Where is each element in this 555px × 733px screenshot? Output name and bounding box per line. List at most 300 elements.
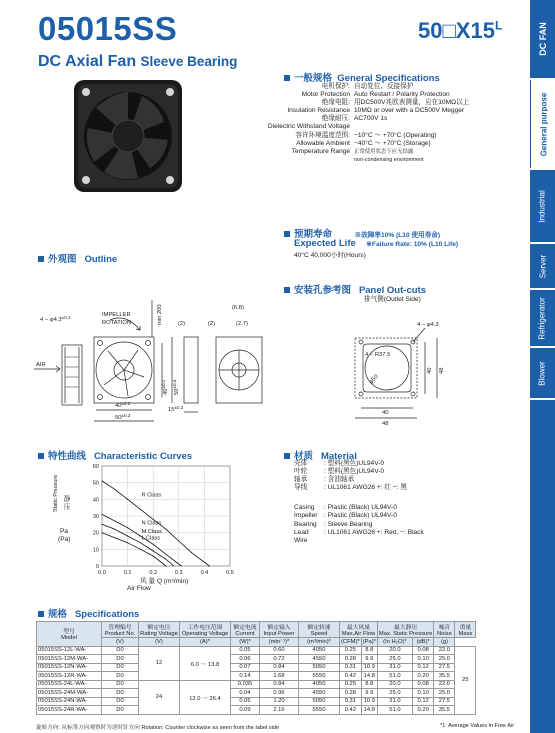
chart-point: [178, 541, 179, 542]
table-cell: 1.20: [260, 697, 299, 706]
table-cell: 0.28: [340, 689, 362, 698]
spec-row: [190, 156, 530, 164]
size-x: X15: [455, 18, 495, 43]
material-value: : UL1061 AWG26 +: 红 −: 黑: [324, 484, 407, 492]
specs-footnote-left: 旋转方向: 从标签方向观察时为逆时针方向 Rotation: Counter clockwise as seen from the label side: [36, 725, 280, 731]
material-value: : Plastic (Black) UL94V-0: [324, 504, 397, 512]
chart-point: [114, 529, 115, 530]
fan-photo: [72, 78, 184, 196]
spec-label: 容许环境温度范围:: [295, 131, 350, 139]
table-cell: 14.8: [361, 672, 377, 681]
spec-value: −40°C ～ +70°C (Storage): [354, 139, 431, 147]
table-cell: 0.20: [412, 672, 433, 681]
unit-cell: (V): [102, 638, 139, 647]
chart-point: [166, 529, 167, 530]
table-cell: 05015SS-24L-WA-: [37, 680, 102, 689]
outline-d40: $40^{\pm 0.2}$: [115, 401, 131, 409]
general-specs-heading-cn: 一般规格: [294, 73, 333, 84]
material-row: [294, 521, 524, 529]
outline-v50: $50^{\pm 0.3}$: [172, 379, 180, 395]
material-heading-en: Material: [320, 451, 357, 462]
table-cell: D0: [102, 680, 139, 689]
outline-d50: $50^{\pm 0.3}$: [115, 413, 131, 421]
panel-v40: 40: [427, 367, 433, 374]
panel-note: 排气侧(Outlet Side): [364, 296, 421, 303]
spec-label: Temperature Range: [291, 147, 350, 155]
unit-cell: (In H₂O)*: [377, 638, 412, 647]
chart-series-label: M Class: [141, 529, 162, 535]
chart-point: [140, 509, 141, 510]
table-cell: 9.9: [361, 689, 377, 698]
material-row: [294, 504, 524, 512]
table-cell: 0.25: [340, 646, 362, 655]
col-op-voltage: 工作电压范围 Operating Voltage: [180, 622, 231, 638]
table-cell: D0: [102, 706, 139, 715]
panel-dia: φ50: [368, 373, 380, 386]
section-bullet-icon: [284, 453, 290, 459]
table-cell: 20.0: [377, 680, 412, 689]
chart-point: [127, 542, 128, 543]
outline-d68: (6.8): [232, 305, 244, 311]
table-cell: 4050: [299, 680, 340, 689]
table-cell: 05015SS-24N-WA-: [37, 697, 102, 706]
chart-ytick-label: 20: [92, 530, 99, 537]
material-value: : Plastic (Black) UL94V-0: [324, 512, 397, 520]
table-cell: 0.20: [412, 706, 433, 715]
chart-point: [166, 566, 167, 567]
col-speed: 额定转速 Speed: [299, 622, 340, 638]
table-cell: 4550: [299, 689, 340, 698]
chart-xtick-label: 0.4: [200, 570, 209, 576]
table-row: [37, 672, 476, 681]
page-title: 05015SS: [38, 10, 178, 47]
material-row: [294, 492, 524, 504]
subtitle-main: DC Axial Fan: [38, 53, 137, 70]
table-cell: 05015SS-12M-WA-: [37, 655, 102, 664]
table-cell: 8.8: [361, 680, 377, 689]
material-label: Bearing: [294, 520, 317, 528]
table-cell: 0.84: [260, 680, 299, 689]
table-cell: 0.07: [231, 663, 260, 672]
table-cell: 25.0: [434, 689, 455, 698]
table-cell: 0.05: [231, 697, 260, 706]
table-cell: 0.60: [260, 646, 299, 655]
tab-dc-fan-label: DC FAN: [537, 22, 548, 56]
chart-yunit-cn: (Pa): [58, 536, 71, 543]
table-row: [37, 697, 476, 706]
panel-d40: 40: [382, 410, 389, 416]
col-max-flow: 最大风量 Max.Air Flow: [340, 622, 378, 638]
life-value: 40°C 40,000小时(Hours): [294, 252, 366, 259]
tab-general-purpose-label: General purpose: [539, 92, 549, 156]
specs-heading-en: Specifications: [74, 609, 140, 620]
col-noise: 噪音 Noise: [434, 622, 455, 638]
panel-hole: 4 − φ4.3: [417, 322, 439, 328]
characteristic-chart: [86, 460, 236, 578]
chart-ylabel-cn: 静压: [63, 496, 71, 512]
subtitle-small: Sleeve Bearing: [140, 54, 238, 69]
chart-ytick-label: 50: [92, 480, 99, 487]
chart-xlabel-cn: 风 量 Q (m³/min): [140, 578, 189, 585]
chart-point: [153, 556, 154, 557]
table-cell: 0.035: [231, 680, 260, 689]
chart-point: [127, 527, 128, 528]
chart-point: [140, 549, 141, 550]
chart-point: [181, 566, 182, 567]
general-specs-heading: [284, 70, 440, 84]
tab-industrial-label: Industrial: [538, 189, 547, 223]
life-heading-en: Expected Life: [294, 238, 356, 249]
chart-xtick-label: 0.0: [98, 570, 106, 576]
table-cell: 9.9: [361, 655, 377, 664]
specs-footnote-right: *1: Average Values in Free Air: [440, 723, 515, 729]
table-cell: 0.06: [231, 655, 260, 664]
spec-value: Auto Restart / Polarity Protection: [354, 91, 450, 99]
life-note-en: ※Failure Rate: 10% (L10 Life): [366, 241, 459, 248]
table-cell: 0.31: [340, 697, 362, 706]
specs-heading-cn: 规格: [48, 609, 68, 620]
table-cell: 4050: [299, 646, 340, 655]
material-value: : 塑料(黑色)UL94V-0: [324, 460, 385, 467]
tab-server-label: Server: [538, 254, 547, 278]
section-bullet-icon: [38, 453, 44, 459]
table-cell: 24: [139, 680, 180, 714]
table-cell: 0.28: [340, 655, 362, 664]
spec-value: non-condensing environment: [354, 156, 424, 163]
col-mass: 重量 Mass: [455, 622, 476, 638]
life-note-cn: ※故障率10% (L10 使用寿命): [354, 232, 441, 239]
spec-row: [190, 123, 530, 131]
panel-radius: 4 − R37.5: [365, 352, 391, 358]
unit-cell: (Pa)*: [362, 638, 376, 645]
spec-label: Insulation Resistance: [287, 107, 350, 115]
table-cell: 35.5: [434, 672, 455, 681]
material-label: 轴承: [294, 476, 308, 484]
table-row: [37, 646, 476, 655]
table-cell: 27.5: [434, 663, 455, 672]
col-rated-voltage: 额定电压 Rating Voltage: [139, 622, 180, 638]
outline-d15: $15^{\pm 0.2}$: [168, 405, 184, 413]
spec-label: 绝缘电阻:: [321, 99, 350, 107]
table-cell: 12.0 ～ 26.4: [180, 680, 231, 714]
unit-cell: (CFM)*: [341, 638, 360, 645]
material-heading-cn: 材质: [294, 451, 314, 462]
chart-point: [114, 521, 115, 522]
general-specs-list: [190, 83, 530, 164]
outline-drawing: [34, 295, 264, 430]
chart-point: [140, 542, 141, 543]
outline-heading-cn: 外观图: [48, 254, 77, 265]
spec-row: [190, 148, 530, 156]
table-cell: 05015SS-12L-WA-: [37, 646, 102, 655]
chart-xtick-label: 0.1: [123, 570, 132, 576]
col-model: 型号 Model: [37, 622, 102, 647]
chart-ytick-label: 40: [92, 497, 99, 504]
tab-blower[interactable]: [530, 348, 555, 398]
specs-table-wrap: [36, 621, 476, 715]
chart-point: [191, 552, 192, 553]
col-product-no: 管理编号 Product No.: [102, 622, 139, 638]
outline-rotation: ROTATION: [102, 320, 132, 326]
chart-point: [127, 536, 128, 537]
table-cell: 0.10: [412, 655, 433, 664]
table-cell: 0.25: [340, 680, 362, 689]
chart-point: [102, 532, 103, 533]
table-cell: 0.05: [231, 646, 260, 655]
material-row: [294, 468, 524, 476]
spec-value: 自动复位、反接保护: [354, 83, 414, 90]
material-row: [294, 460, 524, 468]
outline-hole: $4 - \varphi 4.3^{\pm 0.2}$: [40, 315, 71, 323]
section-bullet-icon: [284, 287, 290, 293]
spec-row: [190, 99, 530, 107]
table-cell: D0: [102, 689, 139, 698]
table-cell: 5050: [299, 697, 340, 706]
spec-row: [190, 132, 530, 140]
size-box: □: [442, 18, 456, 43]
material-list: [294, 460, 524, 545]
table-cell: 05015SS-24R-WA-: [37, 706, 102, 715]
table-cell: 05015SS-12R-WA-: [37, 672, 102, 681]
chart-series-label: L Class: [141, 535, 161, 542]
material-row: [294, 512, 524, 520]
table-cell: 0.08: [412, 680, 433, 689]
table-cell: D0: [102, 663, 139, 672]
table-cell: 05015SS-12N-WA-: [37, 663, 102, 672]
material-value: : Sleeve Bearing: [324, 520, 373, 528]
unit-cell: (V): [139, 638, 180, 647]
specs-heading: [38, 606, 139, 620]
general-specs-heading-en: General Specifications: [337, 73, 440, 84]
tab-industrial[interactable]: [530, 170, 555, 242]
unit-cell: (A)*: [180, 638, 231, 647]
panel-v48: 48: [439, 367, 445, 374]
unit-cell: (min⁻¹)*: [260, 638, 299, 647]
table-cell: 0.42: [340, 672, 362, 681]
table-row: [37, 689, 476, 698]
spec-label: 电机保护:: [321, 83, 350, 90]
outline-d2a: (2): [178, 321, 186, 327]
section-bullet-icon: [284, 231, 290, 237]
section-bullet-icon: [38, 256, 44, 262]
chart-xlabel-en: Air Flow: [127, 585, 151, 592]
chart-ytick-label: 0: [95, 564, 99, 570]
chart-ylabel-en: Static Pressure: [53, 474, 59, 512]
chart-yunit-en: Pa: [60, 528, 69, 535]
table-cell: 22.0: [434, 680, 455, 689]
chart-series-label: N Class: [141, 520, 162, 527]
curves-heading-en: Characteristic Curves: [93, 451, 193, 462]
table-cell: 10.9: [361, 697, 377, 706]
outline-v40: $40^{\pm 0.2}$: [161, 379, 169, 395]
col-power: 额定输入 Input Power: [260, 622, 299, 638]
material-value: : UL1061 AWG26 +: Red, −: Black: [324, 528, 424, 536]
table-cell: 0.12: [412, 663, 433, 672]
life-heading-cn: 预期寿命: [294, 229, 333, 240]
specs-header-row: [37, 622, 476, 638]
chart-ytick-label: 10: [92, 547, 99, 554]
material-row: [294, 484, 524, 492]
table-cell: 8.8: [361, 646, 377, 655]
specs-unit-row: [37, 638, 476, 647]
table-cell: 31.0: [377, 663, 412, 672]
material-label: 壳体: [294, 460, 308, 467]
table-cell: 6.0 ～ 13.8: [180, 646, 231, 680]
table-row: [37, 706, 476, 715]
tab-blower-label: Blower: [537, 360, 547, 386]
outline-air: AIR: [36, 362, 46, 368]
tab-dc-fan[interactable]: [530, 0, 555, 78]
tab-server[interactable]: [530, 244, 555, 288]
outline-d27: (2.7): [236, 321, 248, 327]
chart-series-label: R Class: [141, 492, 162, 499]
spec-row: [190, 115, 530, 123]
chart-point: [114, 537, 115, 538]
table-cell: 25.0: [377, 689, 412, 698]
panel-heading-cn: 安装孔参考图: [294, 285, 352, 296]
spec-label: Dielectric Withstand Voltage: [267, 123, 350, 131]
chart-series-line: [102, 524, 174, 566]
material-label: Impeller: [294, 512, 318, 520]
table-cell: 2.16: [260, 706, 299, 715]
table-row: [37, 680, 476, 689]
spec-label: Allowable Ambient: [296, 139, 350, 147]
table-cell: 6550: [299, 672, 340, 681]
table-cell: D0: [102, 672, 139, 681]
table-cell: 05015SS-24M-WA-: [37, 689, 102, 698]
page-subtitle: [38, 53, 237, 71]
table-cell: D0: [102, 655, 139, 664]
chart-point: [127, 499, 128, 500]
size-sup: L: [494, 18, 503, 33]
table-row: [37, 655, 476, 664]
table-cell: 6550: [299, 706, 340, 715]
table-cell: 0.04: [231, 689, 260, 698]
unit-cell: (g): [434, 638, 455, 647]
chart-point: [166, 559, 167, 560]
spec-row: [190, 140, 530, 148]
chart-xtick-label: 0.3: [174, 570, 183, 576]
table-cell: 12: [139, 646, 180, 680]
table-cell: 0.31: [340, 663, 362, 672]
spec-label: 绝缘耐压:: [321, 115, 350, 123]
outline-heading-en: Outline: [84, 254, 118, 265]
material-label: 导线: [294, 484, 308, 492]
tab-refrigerator[interactable]: [530, 290, 555, 346]
tab-general-purpose[interactable]: [530, 80, 555, 168]
chart-point: [102, 524, 103, 525]
material-label: [294, 492, 324, 504]
table-cell: 14.8: [361, 706, 377, 715]
section-bullet-icon: [38, 611, 44, 617]
material-label: Lead Wire: [294, 528, 309, 544]
spec-value: 10MΩ or over with a DC500V Megger: [354, 107, 465, 115]
spec-value: 用DC500V兆欧表测量，应在10MΩ以上: [354, 99, 470, 107]
spec-label: [190, 156, 350, 164]
col-max-pressure: 最大静压 Max. Static Pressure: [377, 622, 433, 638]
chart-ytick-label: 60: [92, 464, 99, 470]
panel-drawing: [345, 318, 445, 428]
material-label: 叶轮: [294, 468, 308, 476]
table-cell: 0.08: [412, 646, 433, 655]
material-value: : 塑料(黑色)UL94V-0: [324, 468, 385, 476]
table-cell: 51.0: [377, 672, 412, 681]
material-label: Casing: [294, 504, 315, 512]
chart-point: [166, 554, 167, 555]
table-cell: 10.9: [361, 663, 377, 672]
chart-point: [209, 566, 210, 567]
size-main: 50: [418, 18, 443, 43]
table-cell: 22.0: [434, 646, 455, 655]
spec-row: [190, 91, 530, 99]
spec-value: [350, 123, 354, 131]
outline-min200: min 200: [157, 304, 163, 325]
table-cell: 51.0: [377, 706, 412, 715]
table-row: [37, 663, 476, 672]
outline-impeller: IMPELLER: [102, 312, 131, 318]
material-value: : 含油轴承: [324, 476, 355, 484]
tab-rail-fill: [530, 400, 555, 733]
table-cell: 25.0: [434, 655, 455, 664]
chart-point: [153, 544, 154, 545]
table-cell: 31.0: [377, 697, 412, 706]
material-row: [294, 529, 524, 545]
table-cell: 27.5: [434, 697, 455, 706]
spec-row: [190, 107, 530, 115]
table-cell: 0.42: [340, 706, 362, 715]
spec-row: [190, 83, 530, 91]
table-cell: 0.12: [412, 697, 433, 706]
outline-d2b: (2): [208, 321, 216, 327]
chart-xtick-label: 0.5: [226, 570, 234, 576]
table-cell: 1.68: [260, 672, 299, 681]
panel-heading-en: Panel Out-cuts: [358, 285, 426, 296]
chart-point: [173, 566, 174, 567]
curves-heading-cn: 特性曲线: [48, 451, 87, 462]
spec-value: AC700V 1s: [354, 115, 388, 123]
unit-cell: (m³/min)*: [299, 638, 340, 647]
table-cell: 4550: [299, 655, 340, 664]
table-cell: 0.84: [260, 663, 299, 672]
table-cell: 0.96: [260, 689, 299, 698]
table-cell: D0: [102, 697, 139, 706]
table-cell: 25: [455, 646, 476, 714]
col-current: 额定电流 Current: [231, 622, 260, 638]
chart-point: [102, 481, 103, 482]
tab-refrigerator-label: Refrigerator: [538, 296, 547, 340]
table-cell: 0.10: [412, 689, 433, 698]
spec-label: Motor Protection: [301, 91, 350, 99]
spec-value: −10°C ～ +70°C (Operating): [354, 131, 437, 139]
chart-point: [114, 489, 115, 490]
chart-point: [153, 551, 154, 552]
unit-cell: (W)*: [231, 638, 260, 647]
spec-value: 正常使用状态下应无结露: [354, 148, 414, 155]
size-label: [418, 18, 502, 44]
table-cell: 0.14: [231, 672, 260, 681]
outline-heading: [38, 251, 117, 265]
table-cell: 25.0: [377, 655, 412, 664]
chart-xtick-label: 0.2: [149, 570, 158, 576]
life-heading-en-row: [294, 238, 458, 249]
table-cell: 5050: [299, 663, 340, 672]
table-cell: D0: [102, 646, 139, 655]
table-cell: 0.09: [231, 706, 260, 715]
specs-table: [36, 621, 476, 715]
table-cell: 20.0: [377, 646, 412, 655]
panel-d48: 48: [382, 421, 389, 427]
chart-point: [102, 514, 103, 515]
